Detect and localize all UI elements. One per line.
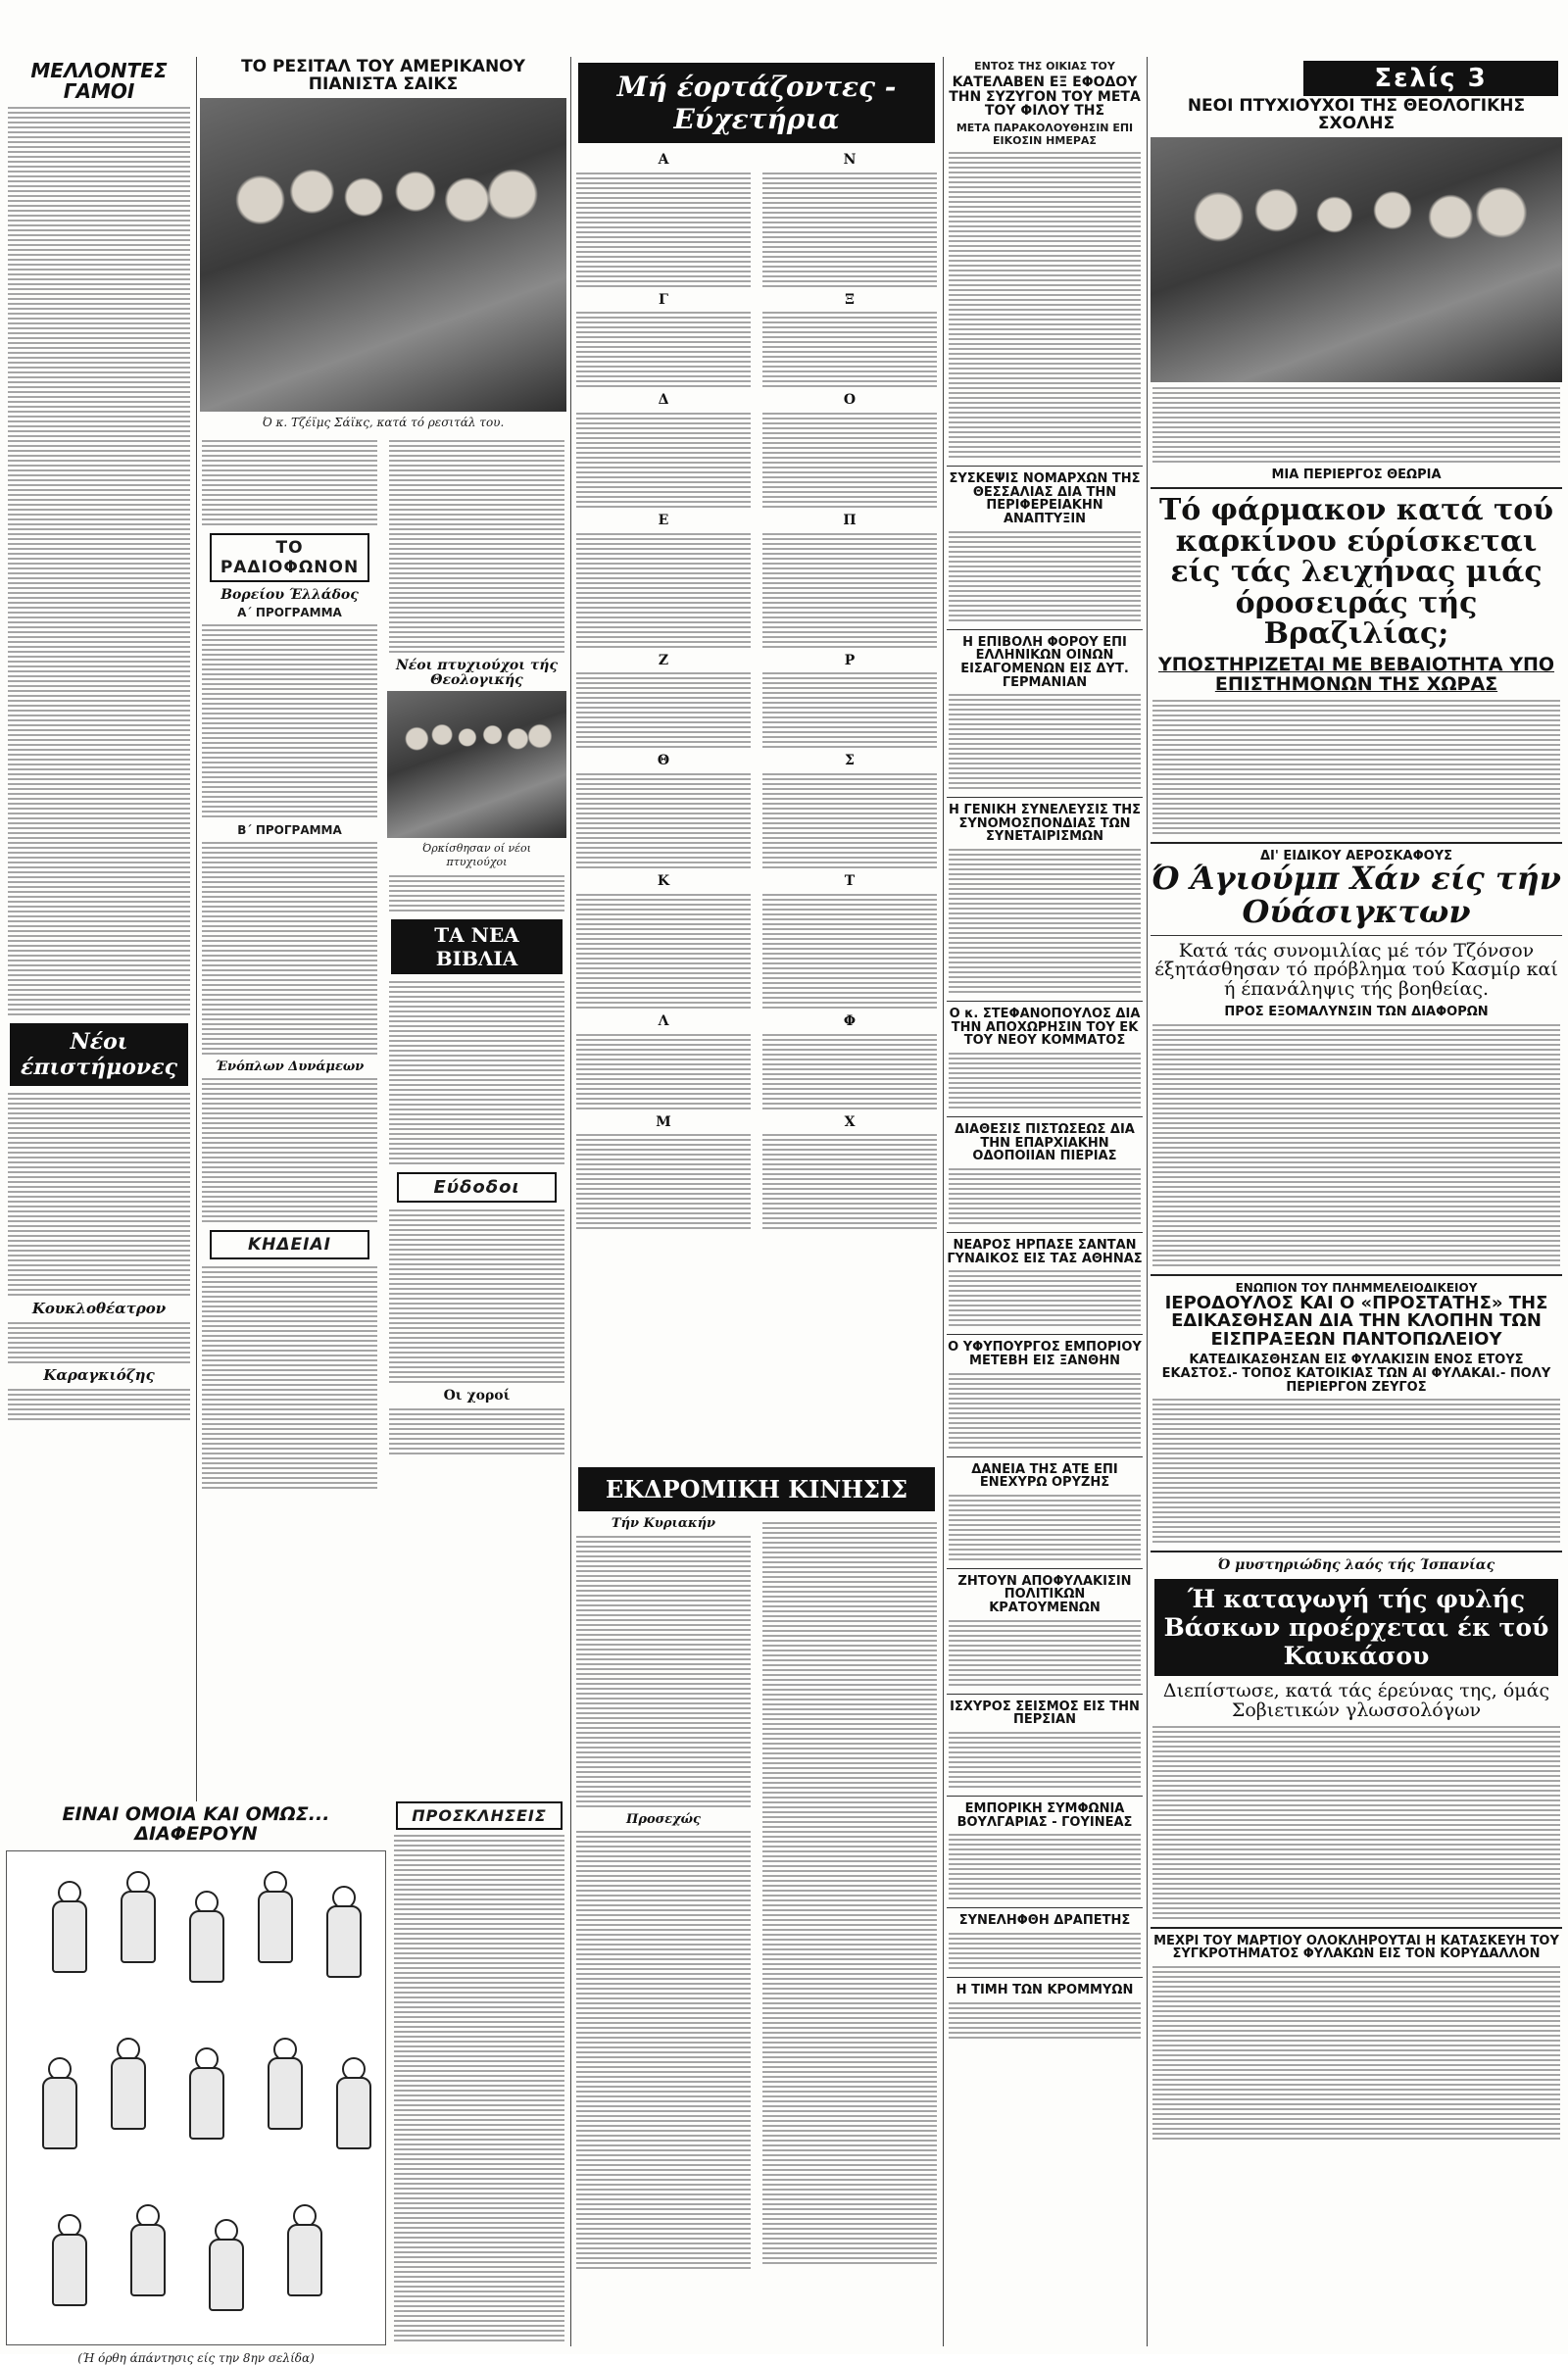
namedays-letter-heading: Σ — [845, 753, 855, 769]
namedays-entries — [762, 671, 937, 750]
dances-title: Οι χοροί — [443, 1387, 511, 1404]
envoy-subheadline-2: ΠΡΟΣ ΕΞΟΜΑΛΥΝΣΙΝ ΤΩΝ ΔΙΑΦΟΡΩΝ — [1224, 1005, 1489, 1020]
namedays-entries — [762, 412, 937, 510]
radio-subtitle: Βορείου Έλλάδος — [220, 587, 359, 604]
namedays-entries — [576, 172, 751, 289]
namedays-entries — [576, 1033, 751, 1111]
program-b-text — [202, 841, 377, 1057]
story6-title: ΔΙΑΘΕΣΙΣ ΠΙΣΤΩΣΕΩΣ ΔΙΑ ΤΗΝ ΕΠΑΡΧΙΑΚΗΝ ΟΔΟΠΟΙΙΑΝ ΠΙΕΡΙΑΣ — [955, 1122, 1135, 1164]
story10-text — [949, 1619, 1141, 1688]
section-title-puppet-theatre: Κουκλοθέατρον — [31, 1300, 167, 1317]
recital-text-2 — [389, 439, 564, 655]
weddings-text — [8, 106, 190, 1017]
recital-photo — [200, 98, 566, 412]
graduates-caption: Όρκίσθησαν οί νέοι πτυχιούχοι — [422, 842, 531, 868]
departures-text — [389, 1208, 564, 1385]
story4-title: Η ΓΕΝΙΚΗ ΣΥΝΕΛΕΥΣΙΣ ΤΗΣ ΣΥΝΟΜΟΣΠΟΝΔΙΑΣ ΤΩΝ ΣΥΝΕΤΑΙΡΙΣΜΩΝ — [949, 803, 1141, 845]
story13-title: ΣΥΝΕΛΗΦΘΗ ΔΡΑΠΕΤΗΣ — [958, 1913, 1131, 1929]
story10-title: ΖΗΤΟΥΝ ΑΠΟΦΥΛΑΚΙΣΙΝ ΠΟΛΙΤΙΚΩΝ ΚΡΑΤΟΥΜΕΝΩΝ — [957, 1573, 1132, 1616]
basque-text — [1152, 1725, 1560, 1921]
cartoon-figure — [46, 2214, 89, 2302]
cartoon-figure — [183, 1891, 226, 1979]
theology-graduates-photo — [1151, 137, 1562, 382]
namedays-entries — [576, 772, 751, 870]
envoy-subheadline: Κατά τάς συνομιλίας μέ τόν Τζόνσον έξητάσθησαν τό πρόβλημα τού Κασμίρ καί ή έπανάληψις τής βοηθείας. — [1154, 939, 1558, 1001]
cartoon-section — [4, 1801, 388, 2365]
column-divider — [1147, 57, 1148, 2346]
namedays-entries — [762, 1033, 937, 1111]
column-news — [947, 57, 1143, 2346]
court-title: ΙΕΡΟΔΟΥΛΟΣ ΚΑΙ Ο «ΠΡΟΣΤΑΤΗΣ» ΤΗΣ ΕΔΙΚΑΣΘΗΣΑΝ ΔΙΑ ΤΗΝ ΚΛΟΠΗΝ ΤΩΝ ΕΙΣΠΡΑΞΕΩΝ ΠΑΝΤΟΠΩΛΕΙΟΥ — [1164, 1292, 1548, 1351]
cartoon-caption: (Ή όρθη άπάντησις είς την 8ην σελίδα) — [77, 2350, 315, 2365]
cartoon-figure — [281, 2204, 324, 2292]
excursions-title: ΕΚΔΡΟΜΙΚΗ ΚΙΝΗΣΙΣ — [578, 1467, 935, 1511]
excursions-sunday-label: Τήν Κυριακήν — [611, 1516, 716, 1531]
court-pre: ΕΝΩΠΙΟΝ ΤΟΥ ΠΛΗΜΜΕΛΕΙΟΔΙΚΕΙΟΥ — [1235, 1280, 1478, 1295]
cartoon-figure — [105, 2038, 148, 2126]
story8-text — [949, 1372, 1141, 1451]
namedays-entries — [576, 532, 751, 650]
story1-title: ΚΑΤΕΛΑΒΕΝ ΕΞ ΕΦΟΔΟΥ ΤΗΝ ΣΥΖΥΓΟΝ ΤΟΥ ΜΕΤΑ ΤΟΥ ΦΙΛΟΥ ΤΗΣ — [949, 74, 1141, 120]
basque-headline: Ή καταγωγή τής φυλής Βάσκων προέρχεται έκ τού Καυκάσου — [1154, 1579, 1558, 1676]
envoy-pre: ΔΙ' ΕΙΔΙΚΟΥ ΑΕΡΟΣΚΑΦΟΥΣ — [1259, 848, 1452, 863]
namedays-letter-heading: Ν — [843, 152, 857, 168]
forces-label: Ένόπλων Δυνάμεων — [215, 1059, 365, 1074]
namedays-entries — [576, 893, 751, 1010]
namedays-entries — [762, 1133, 937, 1231]
graduates-title: Νέοι πτυχιούχοι τής Θεολογικής — [395, 658, 559, 688]
cartoon-title: ΕΙΝΑΙ ΟΜΟΙΑ ΚΑΙ ΟΜΩΣ... ΔΙΑΦΕΡΟΥΝ — [62, 1803, 330, 1845]
invitations-text — [394, 1834, 564, 2343]
namedays-entries — [762, 172, 937, 289]
namedays-columns — [574, 149, 939, 1457]
excursions-upcoming-label: Προσεχώς — [626, 1811, 701, 1827]
story1-head: ΕΝΤΟΣ ΤΗΣ ΟΙΚΙΑΣ ΤΟΥ — [974, 60, 1115, 73]
grads-subcolumn — [387, 435, 566, 1495]
story13-text — [949, 1932, 1141, 1971]
story11-title: ΙΣΧΥΡΟΣ ΣΕΙΣΜΟΣ ΕΙΣ ΤΗΝ ΠΕΡΣΙΑΝ — [950, 1699, 1140, 1728]
graduates-text — [389, 874, 564, 913]
namedays-entries — [576, 412, 751, 510]
story14-title: Η ΤΙΜΗ ΤΩΝ ΚΡΟΜΜΥΩΝ — [956, 1982, 1134, 1997]
story1-text — [949, 151, 1141, 460]
story9-title: ΔΑΝΕΙΑ ΤΗΣ ΑΤΕ ΕΠΙ ΕΝΕΧΥΡΩ ΟΡΥΖΗΣ — [971, 1461, 1118, 1491]
namedays-letter-heading: Π — [843, 513, 857, 529]
namedays-title: Μή έορτάζοντες - Εύχετήρια — [578, 63, 935, 143]
theology-caption-text — [1152, 386, 1560, 465]
funerals-text — [202, 1265, 377, 1491]
namedays-entries — [576, 1133, 751, 1231]
story12-title: ΕΜΠΟΡΙΚΗ ΣΥΜΦΩΝΙΑ ΒΟΥΛΓΑΡΙΑΣ - ΓΟΥΙΝΕΑΣ — [956, 1801, 1133, 1830]
column-divider — [943, 57, 944, 2346]
cancer-headline: Τό φάρμακον κατά τού καρκίνου εύρίσκεται είς τάς λειχήνας μιάς όροσειράς τής Βραζιλίας; — [1158, 493, 1554, 652]
namedays-letter-heading: Κ — [657, 873, 670, 890]
theory-title: ΜΙΑ ΠΕΡΙΕΡΓΟΣ ΘΕΩΡΙΑ — [1271, 467, 1442, 482]
cartoon-figure — [252, 1871, 295, 1959]
court-subtitle: ΚΑΤΕΔΙΚΑΣΘΗΣΑΝ ΕΙΣ ΦΥΛΑΚΙΣΙΝ ΕΝΟΣ ΕΤΟΥΣ ΕΚΑΣΤΟΣ.- ΤΟΠΟΣ ΚΑΤΟΙΚΙΑΣ ΤΩΝ ΑΙ ΦΥΛΑΚΑΙ.- ΠΟΛΥ ΠΕΡΙΕΡΓΟΝ ΖΕΥΓΟΣ — [1161, 1353, 1551, 1395]
radio-title: ΤΟ ΡΑΔΙΟΦΩΝΟΝ — [210, 533, 369, 582]
radio-subcolumn — [200, 435, 379, 1495]
young-scientists-text — [8, 1092, 190, 1298]
cartoon-figure — [36, 2057, 79, 2145]
story7-title: ΝΕΑΡΟΣ ΗΡΠΑΣΕ ΣΑΝΤΑΝ ΓΥΝΑΙΚΟΣ ΕΙΣ ΤΑΣ ΑΘΗΝΑΣ — [947, 1237, 1143, 1266]
cartoon-figure — [115, 1871, 158, 1959]
excursions-columns — [574, 1517, 939, 2275]
story7-text — [949, 1269, 1141, 1328]
story14-text — [949, 2001, 1141, 2041]
column-namedays — [574, 57, 939, 2346]
namedays-letter-heading: Λ — [658, 1012, 669, 1029]
cartoon-figure — [262, 2038, 305, 2126]
section-title-weddings: ΜΕΛΛΟΝΤΕΣ ΓΑΜΟΙ — [30, 59, 168, 103]
new-books-title: ΤΑ ΝΕΑ ΒΙΒΛΙΑ — [391, 919, 563, 974]
cartoon-figure — [320, 1886, 364, 1974]
invitations-section — [392, 1799, 566, 2348]
basque-subheadline: Διεπίστωσε, κατά τάς έρεύνας της, όμάς Σοβιετικών γλωσσολόγων — [1162, 1679, 1550, 1721]
namedays-entries — [762, 772, 937, 870]
program-b-label: Β΄ ΠΡΟΓΡΑΜΜΑ — [237, 822, 342, 837]
story4-text — [949, 848, 1141, 995]
prison-title: ΜΕΧΡΙ ΤΟΥ ΜΑΡΤΙΟΥ ΟΛΟΚΛΗΡΟΥΤΑΙ Η ΚΑΤΑΣΚΕΥΗ ΤΟΥ ΣΥΓΚΡΟΤΗΜΑΤΟΣ ΦΥΛΑΚΩΝ ΕΙΣ ΤΟΝ ΚΟΡΥΔΑΛΛΟΝ — [1153, 1933, 1559, 1962]
namedays-letter-heading: Ο — [843, 392, 857, 409]
namedays-letter-heading: Ε — [658, 513, 669, 529]
recital-text — [202, 439, 377, 527]
cartoon-figure — [330, 2057, 373, 2145]
namedays-letter-heading: Τ — [844, 873, 856, 890]
graduates-photo-title: ΝΕΟΙ ΠΤΥΧΙΟΥΧΟΙ ΤΗΣ ΘΕΟΛΟΓΙΚΗΣ ΣΧΟΛΗΣ — [1187, 96, 1526, 133]
cancer-text — [1152, 699, 1560, 836]
story6-text — [949, 1167, 1141, 1226]
puppet-theatre-text — [8, 1321, 190, 1364]
cartoon-figure — [124, 2204, 168, 2292]
namedays-entries — [576, 671, 751, 750]
page-number: Σελίς 3 — [1303, 61, 1558, 96]
namedays-letter-heading: Φ — [843, 1012, 857, 1029]
cartoon-drawing — [6, 1850, 386, 2345]
program-a-label: Α΄ ΠΡΟΓΡΑΜΜΑ — [237, 605, 342, 619]
prison-text — [1152, 1965, 1560, 2142]
story5-title: Ο κ. ΣΤΕΦΑΝΟΠΟΥΛΟΣ ΔΙΑ ΤΗΝ ΑΠΟΧΩΡΗΣΙΝ ΤΟΥ ΕΚ ΤΟΥ ΝΕΟΥ ΚΟΜΜΑΤΟΣ — [949, 1007, 1141, 1049]
namedays-entries — [762, 311, 937, 389]
column-features — [1151, 98, 1562, 2346]
basque-pre: Ό μυστηριώδης λαός τής Ίσπανίας — [1217, 1557, 1495, 1574]
namedays-letter-heading: Ζ — [658, 652, 669, 668]
court-text — [1152, 1398, 1560, 1545]
story2-title: ΣΥΣΚΕΨΙΣ ΝΟΜΑΡΧΩΝ ΤΗΣ ΘΕΣΣΑΛΙΑΣ ΔΙΑ ΤΗΝ ΠΕΡΙΦΕΡΕΙΑΚΗΝ ΑΝΑΠΤΥΞΙΝ — [949, 471, 1141, 526]
column-recital-radio — [200, 57, 566, 1798]
departures-title: Εύδοδοι — [397, 1172, 557, 1203]
namedays-letter-heading: Γ — [659, 291, 668, 308]
excursions-text — [576, 1535, 751, 1809]
namedays-letter-heading: Ξ — [845, 291, 855, 308]
story3-text — [949, 693, 1141, 791]
recital-title: ΤΟ ΡΕΣΙΤΑΛ ΤΟΥ ΑΜΕΡΙΚΑΝΟΥ ΠΙΑΝΙΣΤΑ ΣΑΙΚΣ — [241, 57, 525, 94]
graduates-photo — [387, 691, 566, 838]
namedays-entries — [762, 893, 937, 1010]
envoy-headline: Ό Άγιούμπ Χάν είς τήν Ούάσιγκτων — [1152, 860, 1561, 930]
namedays-letter-heading: Ρ — [844, 652, 856, 668]
karagiozis-text — [8, 1388, 190, 1423]
cancer-subheadline: ΥΠΟΣΤΗΡΙΖΕΤΑΙ ΜΕ ΒΕΒΑΙΟΤΗΤΑ ΥΠΟ ΕΠΙΣΤΗΜΟΝΩΝ ΤΗΣ ΧΩΡΑΣ — [1157, 653, 1555, 695]
invitations-title: ΠΡΟΣΚΛΗΣΕΙΣ — [396, 1801, 563, 1830]
section-title-karagiozis: Καραγκιόζης — [43, 1365, 155, 1384]
new-books-text — [389, 980, 564, 1166]
section-title-young-scientists: Νέοι έπιστήμονες — [10, 1023, 188, 1086]
cartoon-figure — [183, 2047, 226, 2136]
envoy-text — [1152, 1023, 1560, 1268]
funerals-title: ΚΗΔΕΙΑΙ — [210, 1230, 369, 1259]
namedays-letter-heading: Μ — [656, 1113, 671, 1130]
story9-text — [949, 1494, 1141, 1562]
namedays-entries — [762, 532, 937, 650]
excursions-upcoming-text — [576, 1830, 751, 2271]
story5-text — [949, 1052, 1141, 1110]
story12-text — [949, 1833, 1141, 1901]
namedays-letter-heading: Χ — [844, 1113, 856, 1130]
story1-sub: ΜΕΤΑ ΠΑΡΑΚΟΛΟΥΘΗΣΙΝ ΕΠΙ ΕΙΚΟΣΙΝ ΗΜΕΡΑΣ — [956, 122, 1134, 148]
cartoon-figure — [46, 1881, 89, 1969]
story2-text — [949, 530, 1141, 623]
dances-text — [389, 1407, 564, 1456]
column-divider — [570, 57, 571, 2346]
namedays-right — [760, 149, 939, 1457]
story3-title: Η ΕΠΙΒΟΛΗ ΦΟΡΟΥ ΕΠΙ ΕΛΛΗΝΙΚΩΝ ΟΙΝΩΝ ΕΙΣΑΓΟΜΕΝΩΝ ΕΙΣ ΔΥΤ. ΓΕΡΜΑΝΙΑΝ — [960, 634, 1129, 690]
recital-caption: Ό κ. Τζέϊμς Σάϊκς, κατά τό ρεσιτάλ του. — [262, 415, 505, 429]
cartoon-figure — [203, 2219, 246, 2307]
program-a-text — [202, 623, 377, 819]
namedays-letter-heading: Α — [658, 152, 669, 168]
forces-text — [202, 1077, 377, 1224]
namedays-letter-heading: Θ — [657, 753, 670, 769]
story11-text — [949, 1731, 1141, 1790]
namedays-entries — [576, 311, 751, 389]
story8-title: Ο ΥΦΥΠΟΥΡΓΟΣ ΕΜΠΟΡΙΟΥ ΜΕΤΕΒΗ ΕΙΣ ΞΑΝΘΗΝ — [948, 1340, 1142, 1368]
excursions-text-2 — [762, 1521, 937, 2266]
namedays-letter-heading: Δ — [658, 392, 669, 409]
namedays-left — [574, 149, 753, 1457]
